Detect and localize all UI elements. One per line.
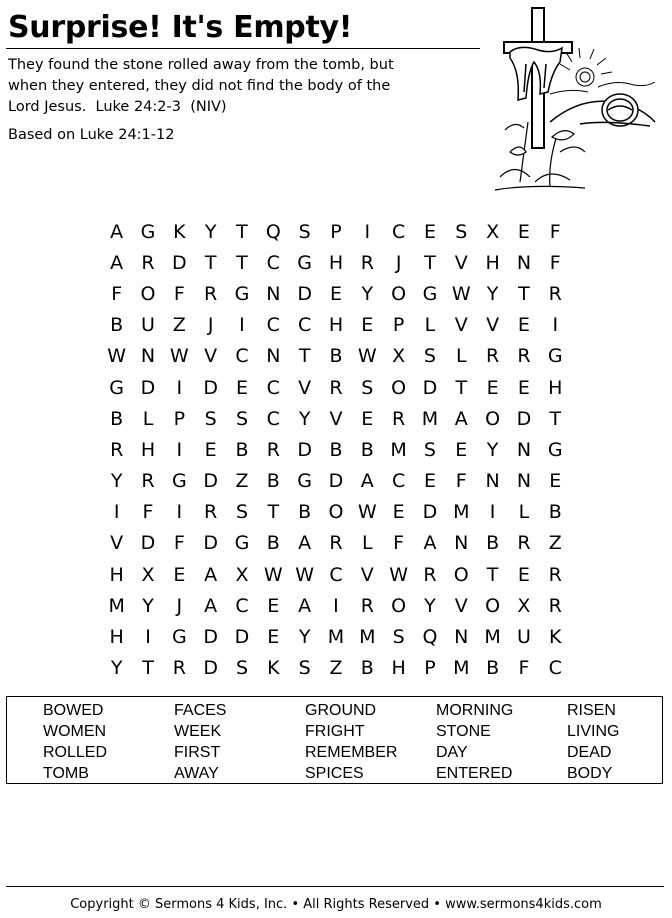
grid-letter: V	[204, 345, 218, 368]
grid-letter: E	[235, 376, 248, 399]
grid-letter: Z	[548, 532, 562, 555]
grid-letter: Q	[422, 626, 438, 649]
grid-letter: W	[357, 345, 377, 368]
grid-letter: P	[173, 407, 186, 430]
grid-row	[101, 466, 571, 497]
grid-row	[101, 590, 571, 621]
grid-letter: L	[142, 407, 154, 430]
grid-letter: L	[518, 501, 530, 524]
grid-letter: Y	[486, 282, 499, 305]
grid-letter: J	[176, 594, 183, 617]
grid-letter: C	[266, 314, 280, 337]
word-bank-word: WOMEN	[43, 723, 107, 740]
grid-letter: C	[329, 563, 343, 586]
grid-letter: F	[142, 501, 154, 524]
grid-letter: E	[486, 376, 499, 399]
grid-letter: I	[113, 501, 120, 524]
grid-letter: L	[455, 345, 467, 368]
grid-letter: Y	[204, 220, 217, 243]
grid-letter: B	[548, 501, 562, 524]
grid-letter: T	[267, 501, 280, 524]
word-bank-word: LIVING	[567, 723, 620, 740]
grid-letter: Y	[110, 657, 123, 680]
grid-letter: W	[357, 501, 377, 524]
grid-letter: W	[295, 563, 315, 586]
grid-letter: R	[204, 282, 218, 305]
grid-letter: O	[391, 282, 407, 305]
grid-letter: G	[140, 220, 156, 243]
verse-line-3: Lord Jesus. Luke 24:2-3 (NIV)	[8, 99, 227, 115]
grid-letter: G	[297, 251, 312, 274]
grid-letter: F	[173, 282, 185, 305]
grid-letter: D	[203, 657, 218, 680]
grid-letter: T	[486, 563, 499, 586]
word-bank-word: FACES	[174, 702, 227, 719]
grid-letter: O	[391, 376, 407, 399]
grid-letter: L	[361, 532, 373, 555]
grid-letter: Y	[110, 470, 123, 493]
grid-letter: W	[169, 345, 189, 368]
grid-letter: G	[234, 532, 250, 555]
grid-letter: Y	[298, 407, 311, 430]
grid-letter: M	[453, 501, 470, 524]
grid-letter: R	[517, 345, 531, 368]
grid-letter: B	[486, 657, 500, 680]
grid-row	[101, 403, 571, 434]
word-bank-word: ENTERED	[436, 765, 513, 782]
grid-letter: B	[486, 532, 500, 555]
word-bank-word: MORNING	[436, 702, 514, 719]
grid-letter: T	[204, 251, 217, 274]
grid-letter: W	[263, 563, 283, 586]
grid-letter: X	[486, 220, 500, 243]
word-bank-word: RISEN	[567, 702, 616, 719]
word-bank-word: TOMB	[43, 765, 89, 782]
grid-letter: J	[395, 251, 402, 274]
grid-letter: M	[484, 626, 501, 649]
grid-letter: E	[423, 470, 436, 493]
verse-line-1: They found the stone rolled away from the tomb, but	[8, 57, 394, 73]
grid-letter: D	[203, 470, 218, 493]
grid-letter: N	[516, 251, 532, 274]
grid-letter: O	[140, 282, 156, 305]
grid-letter: S	[423, 438, 436, 461]
grid-row	[101, 559, 571, 590]
grid-letter: Q	[265, 220, 281, 243]
grid-letter: I	[489, 501, 496, 524]
grid-letter: S	[361, 376, 374, 399]
grid-letter: W	[451, 282, 471, 305]
grid-letter: H	[485, 251, 500, 274]
verse-line-2: when they entered, they did not find the body of the	[8, 78, 391, 94]
grid-letter: E	[173, 563, 186, 586]
grid-letter: R	[486, 345, 500, 368]
grid-letter: C	[235, 594, 249, 617]
grid-letter: K	[173, 220, 186, 243]
grid-letter: F	[393, 532, 405, 555]
based-on-reference: Based on Luke 24:1-12	[8, 127, 175, 143]
grid-letter: E	[423, 220, 436, 243]
grid-letter: T	[424, 251, 436, 274]
grid-letter: M	[390, 438, 407, 461]
grid-letter: R	[517, 532, 531, 555]
grid-letter: M	[327, 626, 345, 649]
grid-letter: B	[110, 314, 124, 337]
grid-letter: E	[455, 438, 468, 461]
grid-letter: E	[204, 438, 217, 461]
grid-letter: Y	[486, 438, 499, 461]
grid-letter: B	[266, 470, 280, 493]
grid-letter: N	[266, 345, 281, 368]
grid-row	[101, 653, 571, 684]
grid-letter: D	[140, 532, 156, 555]
grid-letter: X	[235, 563, 249, 586]
grid-letter: F	[518, 657, 530, 680]
grid-letter: X	[141, 563, 155, 586]
grid-letter: B	[329, 345, 343, 368]
grid-letter: V	[360, 563, 374, 586]
grid-letter: N	[266, 282, 281, 305]
grid-letter: S	[235, 501, 248, 524]
grid-letter: V	[110, 532, 124, 555]
grid-letter: M	[453, 657, 470, 680]
grid-letter: E	[517, 376, 530, 399]
grid-letter: R	[360, 251, 374, 274]
grid-letter: G	[547, 438, 563, 461]
grid-letter: D	[422, 501, 438, 524]
grid-letter: G	[171, 626, 187, 649]
title-divider	[6, 48, 480, 49]
grid-letter: E	[267, 594, 280, 617]
grid-letter: O	[391, 594, 407, 617]
grid-letter: Z	[235, 470, 249, 493]
grid-letter: G	[547, 345, 563, 368]
grid-letter: U	[141, 314, 155, 337]
grid-letter: H	[109, 626, 124, 649]
grid-letter: O	[485, 407, 501, 430]
grid-letter: K	[549, 626, 562, 649]
grid-letter: H	[328, 251, 344, 274]
grid-letter: D	[234, 626, 250, 649]
word-bank-column	[436, 700, 513, 784]
grid-row	[101, 621, 571, 652]
word-bank	[6, 696, 663, 784]
grid-letter: E	[517, 563, 530, 586]
grid-letter: R	[392, 407, 406, 430]
grid-letter: G	[297, 470, 312, 493]
grid-letter: E	[361, 407, 374, 430]
word-bank-word: BOWED	[43, 702, 104, 719]
word-bank-word: GROUND	[305, 702, 377, 719]
grid-letter: D	[328, 470, 344, 493]
grid-letter: U	[516, 626, 531, 649]
grid-letter: B	[360, 438, 374, 461]
grid-letter: R	[548, 594, 562, 617]
grid-letter: M	[421, 407, 439, 430]
grid-row	[101, 310, 571, 341]
grid-letter: K	[267, 657, 280, 680]
grid-letter: I	[176, 501, 183, 524]
grid-letter: V	[454, 594, 468, 617]
grid-letter: D	[203, 626, 218, 649]
grid-letter: T	[142, 657, 154, 680]
grid-row	[101, 216, 571, 247]
grid-letter: N	[485, 470, 500, 493]
grid-letter: I	[364, 220, 371, 243]
grid-letter: S	[392, 626, 405, 649]
grid-letter: G	[109, 376, 125, 399]
word-bank-word: BODY	[567, 765, 613, 782]
grid-letter: I	[145, 626, 151, 649]
grid-letter: I	[552, 314, 559, 337]
grid-letter: R	[548, 563, 562, 586]
grid-letter: A	[204, 594, 218, 617]
grid-letter: N	[454, 626, 469, 649]
grid-letter: R	[141, 251, 155, 274]
grid-letter: S	[235, 657, 248, 680]
grid-letter: F	[455, 470, 467, 493]
grid-letter: E	[267, 626, 280, 649]
word-bank-word: FIRST	[174, 744, 221, 761]
grid-letter: B	[266, 532, 280, 555]
grid-letter: S	[298, 657, 311, 680]
grid-letter: I	[239, 314, 245, 337]
grid-letter: H	[109, 563, 124, 586]
grid-letter: R	[266, 438, 280, 461]
grid-letter: R	[548, 282, 562, 305]
word-bank-column	[43, 700, 107, 784]
grid-letter: C	[266, 407, 280, 430]
grid-letter: Y	[361, 282, 374, 305]
grid-letter: O	[328, 501, 344, 524]
grid-letter: C	[266, 251, 280, 274]
grid-letter: H	[328, 314, 344, 337]
grid-letter: N	[454, 532, 469, 555]
grid-letter: N	[516, 470, 532, 493]
grid-letter: D	[422, 376, 438, 399]
grid-letter: H	[548, 376, 563, 399]
grid-letter: N	[140, 345, 156, 368]
grid-letter: W	[389, 563, 409, 586]
grid-letter: S	[298, 220, 311, 243]
grid-letter: F	[549, 251, 561, 274]
grid-letter: F	[111, 282, 123, 305]
grid-row	[101, 247, 571, 278]
grid-letter: D	[203, 376, 218, 399]
grid-letter: C	[548, 657, 562, 680]
grid-letter: P	[330, 220, 342, 243]
word-bank-column	[305, 700, 397, 784]
grid-letter: D	[203, 532, 218, 555]
grid-letter: A	[298, 594, 312, 617]
grid-row	[101, 434, 571, 465]
word-bank-word: AWAY	[174, 765, 219, 782]
grid-letter: X	[392, 345, 406, 368]
grid-letter: J	[207, 314, 214, 337]
grid-row	[101, 341, 571, 372]
grid-letter: E	[392, 501, 405, 524]
grid-letter: L	[424, 314, 436, 337]
grid-letter: T	[455, 376, 468, 399]
grid-letter: C	[391, 470, 406, 493]
grid-letter: R	[172, 657, 186, 680]
grid-letter: O	[485, 594, 501, 617]
grid-letter: R	[204, 501, 218, 524]
grid-letter: D	[297, 438, 312, 461]
empty-tomb-cross-illustration-icon	[490, 2, 665, 197]
word-bank-word: STONE	[436, 723, 491, 740]
grid-letter: G	[422, 282, 438, 305]
grid-letter: S	[235, 407, 248, 430]
grid-letter: B	[235, 438, 249, 461]
grid-letter: C	[235, 345, 249, 368]
grid-letter: I	[176, 376, 183, 399]
grid-letter: B	[360, 657, 374, 680]
grid-letter: W	[107, 345, 127, 368]
grid-letter: R	[141, 470, 155, 493]
grid-letter: H	[140, 438, 156, 461]
grid-letter: C	[266, 376, 280, 399]
grid-letter: X	[517, 594, 531, 617]
grid-letter: G	[171, 470, 187, 493]
word-bank-word: REMEMBER	[305, 744, 398, 761]
grid-letter: R	[360, 594, 374, 617]
word-bank-column	[567, 700, 619, 784]
word-bank-word: WEEK	[174, 723, 222, 740]
grid-letter: B	[110, 407, 124, 430]
grid-letter: S	[204, 407, 217, 430]
grid-letter: T	[236, 220, 248, 243]
grid-letter: T	[549, 407, 562, 430]
grid-letter: E	[329, 282, 342, 305]
footer-copyright: Copyright © Sermons 4 Kids, Inc. • All Rights Reserved • www.sermons4kids.com	[70, 897, 602, 912]
grid-letter: S	[423, 345, 436, 368]
grid-letter: B	[329, 438, 343, 461]
grid-letter: I	[176, 438, 183, 461]
grid-letter: R	[329, 532, 343, 555]
page-title: Surprise! It's Empty!	[8, 10, 353, 45]
word-search-grid	[101, 216, 571, 684]
scripture-verse	[8, 55, 488, 118]
grid-letter: D	[140, 376, 156, 399]
grid-row	[101, 528, 571, 559]
grid-letter: A	[423, 532, 437, 555]
grid-letter: G	[234, 282, 250, 305]
grid-letter: C	[391, 220, 406, 243]
grid-letter: P	[392, 314, 405, 337]
word-bank-word: SPICES	[305, 765, 364, 782]
grid-letter: M	[359, 626, 376, 649]
grid-letter: I	[333, 594, 339, 617]
grid-letter: C	[297, 314, 312, 337]
grid-letter: Y	[424, 594, 436, 617]
grid-letter: D	[172, 251, 187, 274]
word-bank-word: DAY	[436, 744, 468, 761]
grid-letter: S	[455, 220, 468, 243]
grid-letter: Z	[329, 657, 343, 680]
grid-letter: M	[108, 594, 125, 617]
grid-letter: T	[298, 345, 311, 368]
grid-letter: V	[454, 251, 468, 274]
grid-letter: O	[453, 563, 469, 586]
grid-letter: V	[454, 314, 468, 337]
grid-letter: P	[424, 657, 436, 680]
word-bank-word: ROLLED	[43, 744, 108, 761]
grid-letter: V	[298, 376, 312, 399]
grid-letter: Y	[142, 594, 154, 617]
footer-divider	[6, 886, 664, 887]
grid-letter: R	[423, 563, 437, 586]
grid-letter: E	[549, 470, 562, 493]
grid-letter: N	[516, 438, 532, 461]
grid-letter: R	[329, 376, 343, 399]
grid-letter: B	[298, 501, 312, 524]
grid-letter: Z	[172, 314, 186, 337]
word-bank-word: FRIGHT	[305, 723, 365, 740]
grid-row	[101, 372, 571, 403]
grid-letter: D	[297, 282, 312, 305]
grid-letter: A	[454, 407, 468, 430]
grid-letter: E	[361, 314, 374, 337]
grid-letter: A	[360, 470, 374, 493]
word-bank-word: DEAD	[567, 744, 612, 761]
grid-letter: H	[391, 657, 406, 680]
grid-letter: F	[173, 532, 185, 555]
word-bank-column	[174, 700, 226, 784]
grid-letter: F	[549, 220, 561, 243]
grid-letter: T	[236, 251, 248, 274]
grid-letter: A	[204, 563, 218, 586]
grid-letter: A	[298, 532, 312, 555]
grid-letter: R	[110, 438, 124, 461]
grid-letter: E	[517, 220, 530, 243]
grid-letter: A	[110, 251, 124, 274]
grid-letter: T	[518, 282, 530, 305]
grid-letter: A	[110, 220, 124, 243]
grid-letter: Y	[298, 626, 311, 649]
grid-row	[101, 497, 571, 528]
grid-letter: E	[517, 314, 530, 337]
grid-letter: D	[516, 407, 532, 430]
grid-row	[101, 278, 571, 309]
grid-letter: V	[486, 314, 500, 337]
grid-letter: V	[329, 407, 343, 430]
